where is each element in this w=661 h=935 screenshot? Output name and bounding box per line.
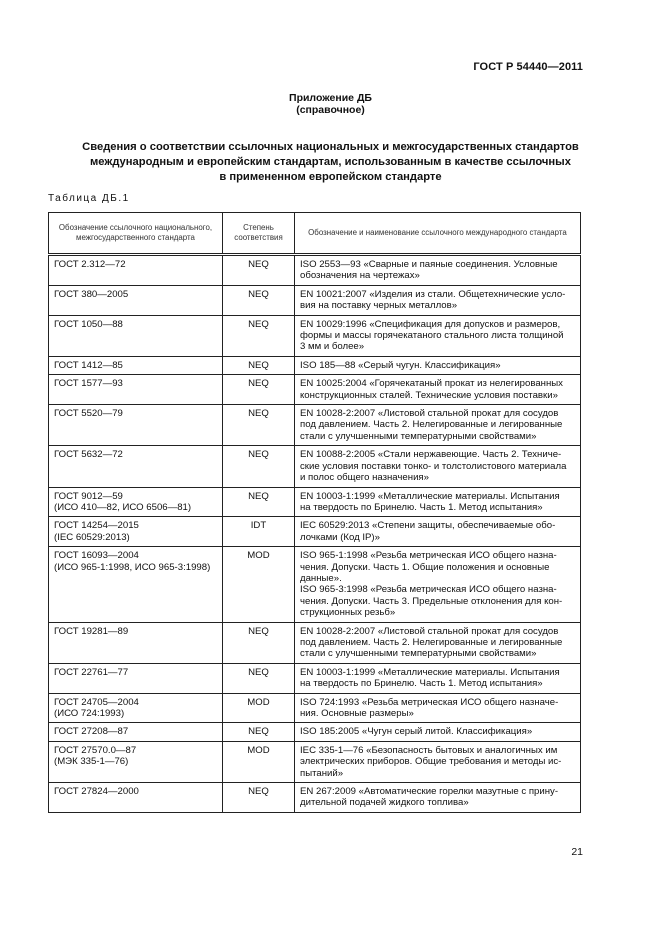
national-standard-line: (МЭК 335-1—76) [54,756,129,768]
international-standard-line: лочками (Код IP)» [300,531,380,543]
cell-degree: MOD [223,693,295,723]
cell-national-standard [49,446,223,487]
international-standard-line: пытаний» [300,767,344,779]
international-standard-line: EN 10003-1:1999 «Металлические материалы. Испытания [300,490,560,502]
cell-international-standard [295,783,581,813]
cell-national-standard [49,693,223,723]
table-body [49,255,581,813]
table-row [49,285,581,315]
column-header-national: Обозначение ссылочного национального, межгосударственного стандарта [49,213,223,255]
national-standard-line: ГОСТ 22761—77 [54,666,129,678]
table-row [49,356,581,374]
international-standard-line: чения. Допуски. Часть 1. Общие положения и основные [300,561,550,573]
cell-national-standard [49,487,223,517]
column-header-degree: Степень соответствия [223,213,295,255]
heading-line: Сведения о соответствии ссылочных национальных и межгосударственных стандартов [82,141,579,153]
international-standard-line: 3 мм и более» [300,341,365,353]
table-row [49,663,581,693]
table-row [49,547,581,622]
cell-international-standard [295,285,581,315]
table-row [49,783,581,813]
cell-degree: MOD [223,741,295,782]
cell-international-standard [295,375,581,405]
international-standard-line: стали с улучшенными температурными свойствами» [300,430,537,442]
section-heading [60,140,601,185]
cell-national-standard [49,723,223,741]
cell-international-standard [295,405,581,446]
international-standard-line: IEC 335-1—76 «Безопасность бытовых и аналогичных им [300,744,558,756]
international-standard-line: EN 10029:1996 «Спецификация для допусков и размеров, [300,318,561,330]
international-standard-line: ISO 185—88 «Серый чугун. Классификация» [300,359,501,371]
column-header-international: Обозначение и наименование ссылочного международного стандарта [295,213,581,255]
table-row [49,375,581,405]
international-standard-line: ISO 724:1993 «Резьба метрическая ИСО общего назначе- [300,696,559,708]
reference-table [48,212,581,813]
international-standard-line: формы и массы горячекатаного стального листа толщиной [300,330,564,342]
cell-degree: NEQ [223,255,295,286]
international-standard-line: EN 10003-1:1999 «Металлические материалы. Испытания [300,666,560,678]
cell-degree: NEQ [223,285,295,315]
cell-national-standard [49,741,223,782]
national-standard-line: ГОСТ 1577—93 [54,378,123,390]
national-standard-line: ГОСТ 24705—2004 [54,696,139,708]
cell-degree: NEQ [223,375,295,405]
international-standard-line: под давлением. Часть 2. Нелегированные и легированные [300,419,563,431]
table-row [49,693,581,723]
international-standard-line: и полос общего назначения» [300,472,429,484]
international-standard-line: данные». [300,572,342,584]
international-standard-line: EN 10025:2004 «Горячекатаный прокат из нелегированных [300,378,563,390]
national-standard-line: ГОСТ 9012—59 [54,490,123,502]
international-standard-line: дительной подачей жидкого топлива» [300,797,469,809]
cell-international-standard [295,487,581,517]
cell-degree: NEQ [223,405,295,446]
international-standard-line: ния. Основные размеры» [300,708,414,719]
cell-degree: NEQ [223,663,295,693]
national-standard-line: ГОСТ 5520—79 [54,408,123,420]
table-caption: Таблица ДБ.1 [48,193,130,204]
cell-degree: NEQ [223,446,295,487]
national-standard-line: ГОСТ 27570.0—87 [54,744,137,756]
national-standard-line: ГОСТ 2.312—72 [54,259,126,270]
table-row [49,446,581,487]
national-standard-line: (ИСО 410—82, ИСО 6506—81) [54,501,192,513]
annex-subtitle: (справочное) [296,104,365,116]
table-row [49,405,581,446]
international-standard-line: ские условия поставки тонко- и толстолистового материала [300,460,567,472]
cell-national-standard [49,285,223,315]
international-standard-line: обозначения на чертежах» [300,270,420,282]
national-standard-line: ГОСТ 5632—72 [54,449,123,461]
cell-international-standard [295,547,581,622]
cell-international-standard [295,356,581,374]
international-standard-line: чения. Допуски. Часть 3. Предельные отклонения для кон- [300,595,563,607]
national-standard-line: ГОСТ 1412—85 [54,359,123,371]
table-row [49,723,581,741]
cell-international-standard [295,693,581,723]
national-standard-line: (ИСО 965-1:1998, ИСО 965-3:1998) [54,561,211,573]
heading-line: в примененном европейском стандарте [219,171,442,183]
cell-degree: NEQ [223,783,295,813]
cell-international-standard [295,315,581,356]
international-standard-line: EN 10088-2:2005 «Стали нержавеющие. Часть 2. Техниче- [300,449,562,461]
international-standard-line: ISO 185:2005 «Чугун серый литой. Классификация» [300,726,533,738]
annex-header [0,92,661,116]
table-row [49,315,581,356]
cell-national-standard [49,356,223,374]
international-standard-line: ISO 965-3:1998 «Резьба метрическая ИСО общего назна- [300,584,557,596]
table-row [49,487,581,517]
cell-national-standard [49,375,223,405]
international-standard-line: EN 10021:2007 «Изделия из стали. Общетехнические усло- [300,288,566,300]
cell-degree: NEQ [223,487,295,517]
cell-international-standard [295,517,581,547]
national-standard-line: ГОСТ 14254—2015 [54,520,139,532]
cell-degree: IDT [223,517,295,547]
table-row [49,741,581,782]
national-standard-line: (IEC 60529:2013) [54,531,130,543]
cell-international-standard [295,622,581,663]
national-standard-line: ГОСТ 27208—87 [54,726,129,738]
international-standard-line: на твердость по Бринелю. Часть 1. Метод испытания» [300,501,543,513]
cell-national-standard [49,663,223,693]
international-standard-line: под давлением. Часть 2. Нелегированные и легированные [300,636,563,648]
international-standard-line: вия на поставку черных металлов» [300,300,458,312]
cell-degree: MOD [223,547,295,622]
table-header-row [49,213,581,255]
cell-national-standard [49,315,223,356]
international-standard-line: стали с улучшенными температурными свойствами» [300,648,537,660]
cell-national-standard [49,405,223,446]
cell-national-standard [49,517,223,547]
cell-international-standard [295,723,581,741]
table-row [49,255,581,286]
page-number: 21 [571,846,583,858]
international-standard-line: IEC 60529:2013 «Степени защиты, обеспечиваемые обо- [300,520,556,532]
national-standard-line: ГОСТ 19281—89 [54,625,129,637]
cell-degree: NEQ [223,622,295,663]
national-standard-line: ГОСТ 16093—2004 [54,550,139,562]
national-standard-line: ГОСТ 1050—88 [54,318,123,330]
international-standard-line: на твердость по Бринелю. Часть 1. Метод испытания» [300,678,543,690]
national-standard-line: ГОСТ 27824—2000 [54,786,139,798]
international-standard-line: электрических приборов. Общие требования и методы ис- [300,756,562,768]
cell-national-standard [49,783,223,813]
international-standard-line: струкционных резьб» [300,607,396,619]
annex-title: Приложение ДБ [289,92,372,104]
international-standard-line: ISO 965-1:1998 «Резьба метрическая ИСО общего назна- [300,550,557,562]
international-standard-line: конструкционных сталей. Технические условия поставки» [300,389,558,401]
table-row [49,517,581,547]
cell-international-standard [295,255,581,286]
cell-international-standard [295,741,581,782]
cell-international-standard [295,446,581,487]
international-standard-line: EN 10028-2:2007 «Листовой стальной прокат для сосудов [300,408,559,420]
international-standard-line: EN 10028-2:2007 «Листовой стальной прокат для сосудов [300,625,559,637]
cell-international-standard [295,663,581,693]
cell-national-standard [49,622,223,663]
cell-national-standard [49,547,223,622]
table-row [49,622,581,663]
document-code: ГОСТ Р 54440—2011 [473,61,583,73]
heading-line: международным и европейским стандартам, использованным в качестве ссылочных [90,156,571,168]
cell-national-standard [49,255,223,286]
cell-degree: NEQ [223,315,295,356]
international-standard-line: EN 267:2009 «Автоматические горелки мазутные с прину- [300,786,559,798]
cell-degree: NEQ [223,356,295,374]
national-standard-line: ГОСТ 380—2005 [54,288,129,300]
national-standard-line: (ИСО 724:1993) [54,708,125,719]
cell-degree: NEQ [223,723,295,741]
international-standard-line: ISO 2553—93 «Сварные и паяные соединения. Условные [300,259,558,270]
